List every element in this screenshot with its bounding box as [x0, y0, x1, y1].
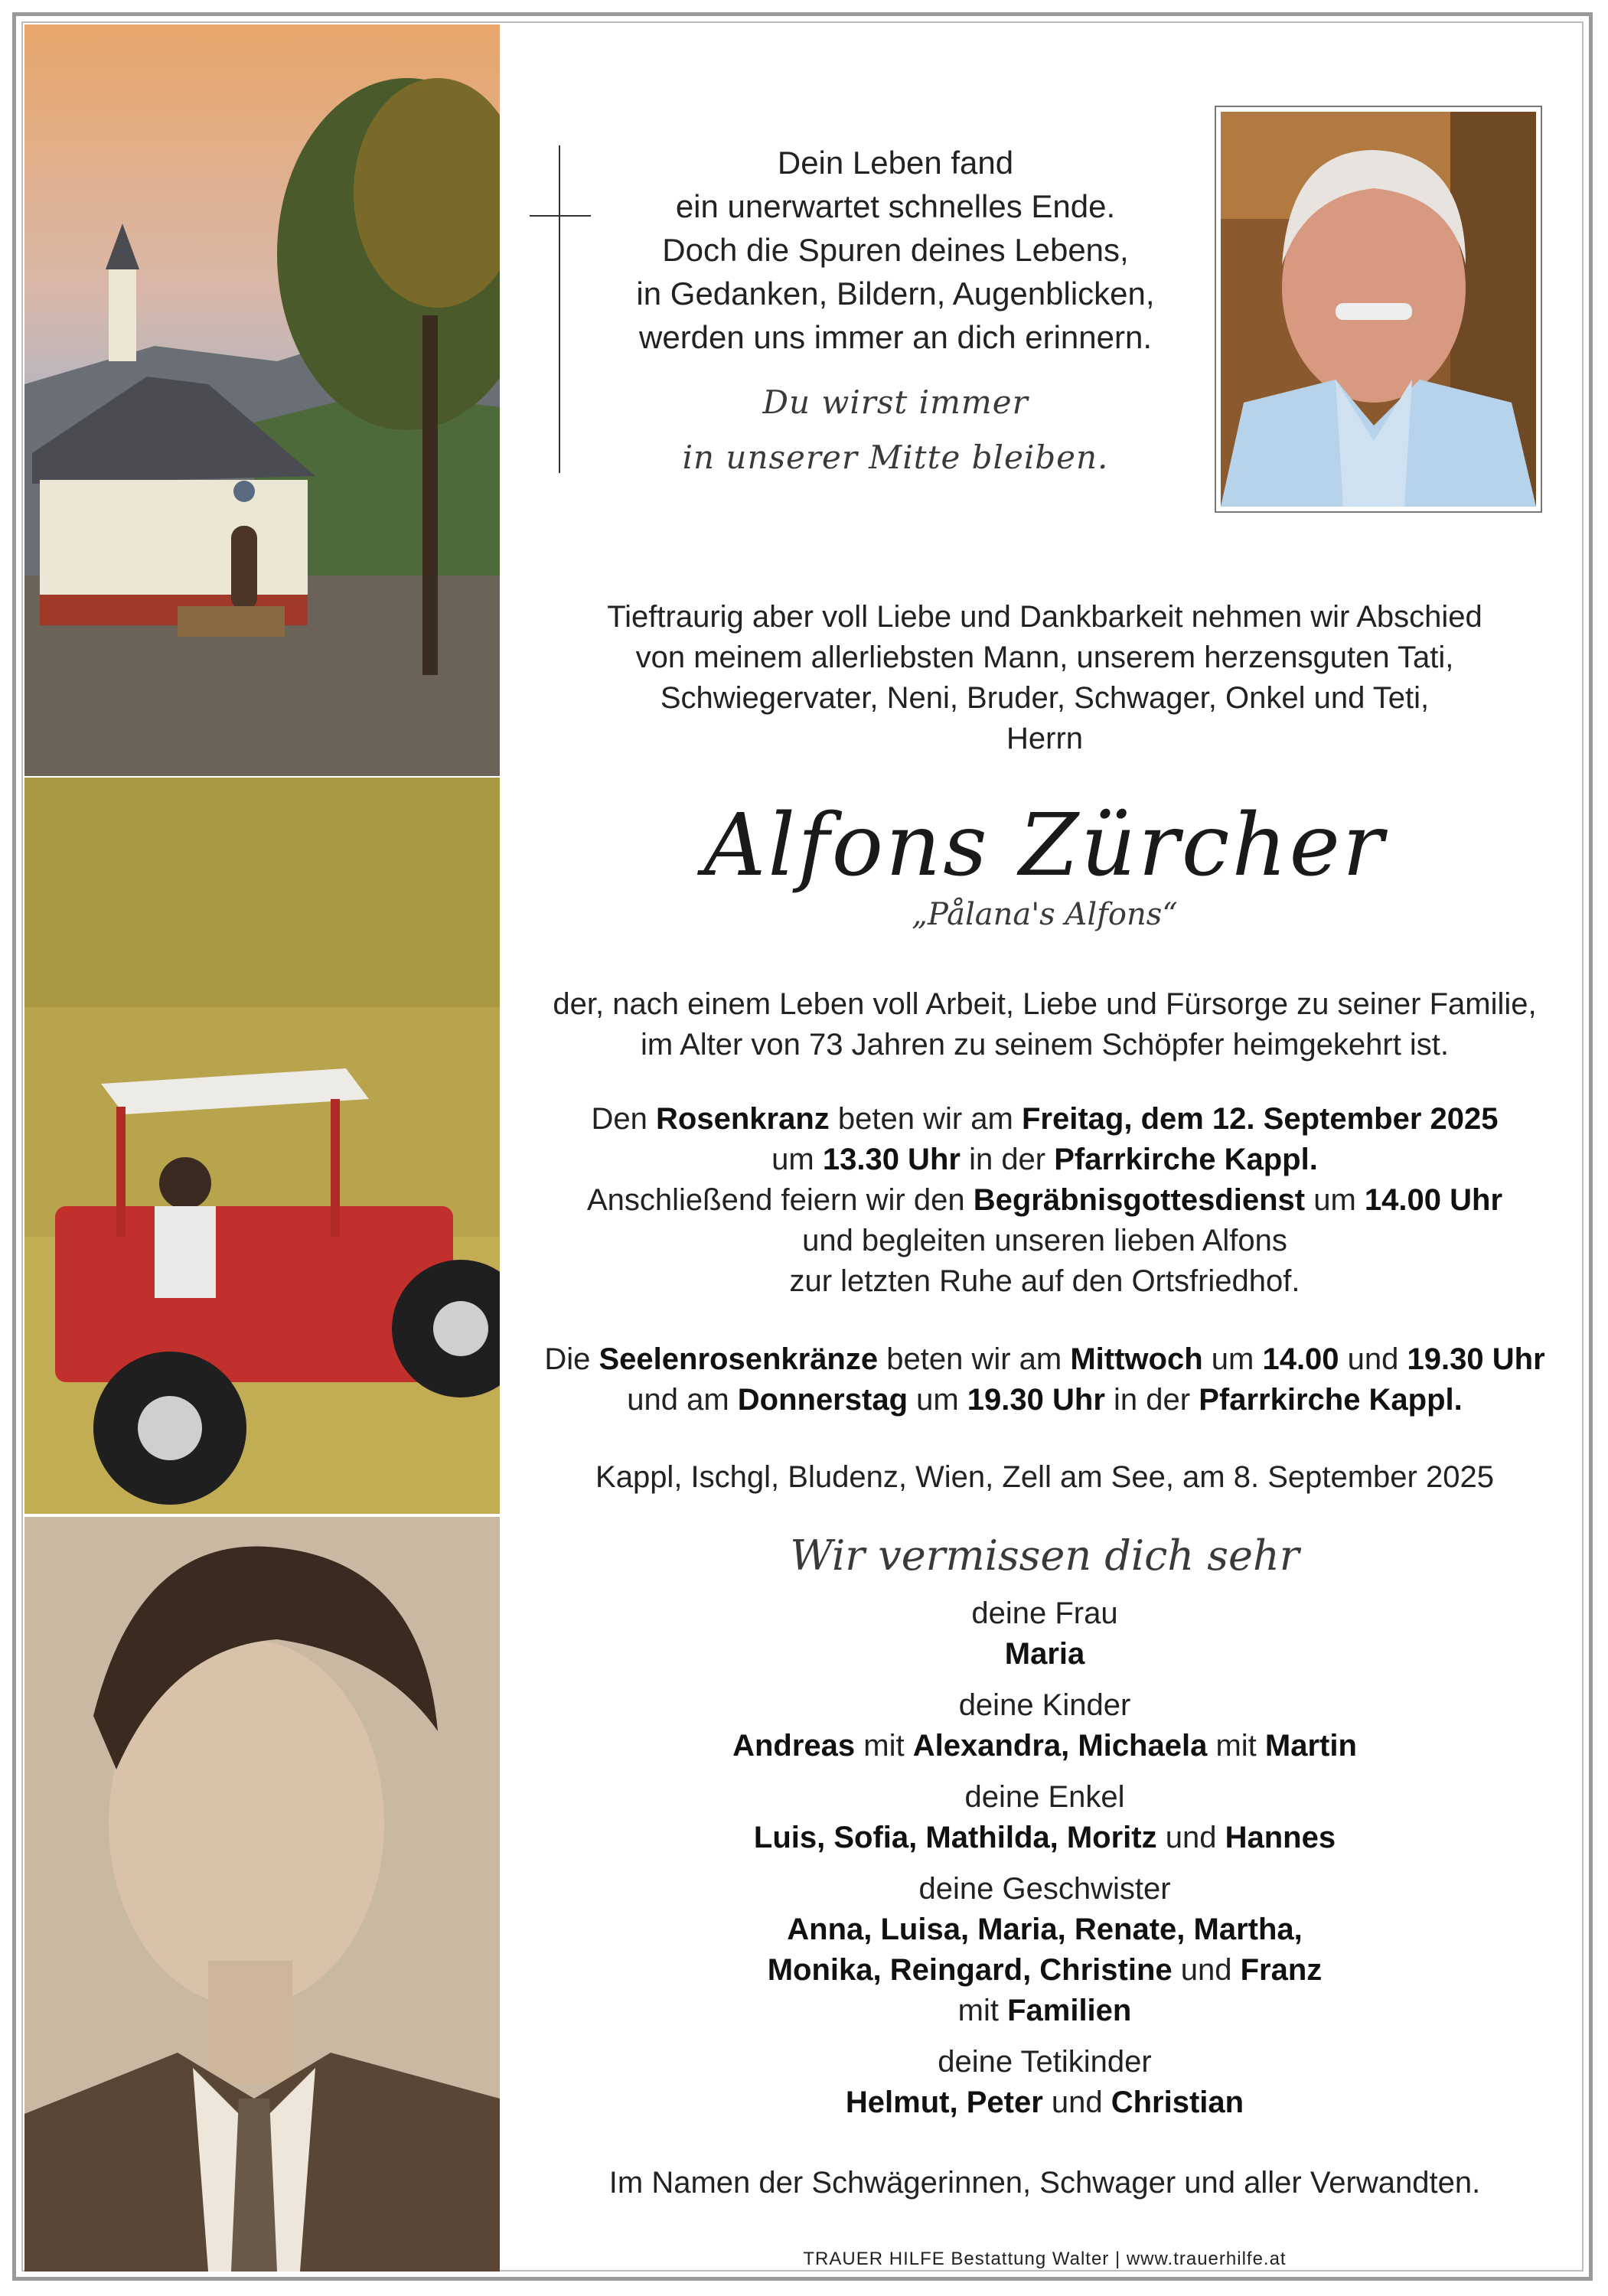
family-label: deine Geschwister — [918, 1872, 1171, 1906]
poem-script-line: in unserer Mitte bleiben. — [682, 439, 1109, 476]
after-line: der, nach einem Leben voll Arbeit, Liebe und Fürsorge zu seiner Familie, — [553, 987, 1537, 1021]
miss-heading: Wir vermissen dich sehr — [790, 1531, 1300, 1580]
deceased-nickname: „Pålana's Alfons“ — [912, 897, 1178, 932]
closing-text: Im Namen der Schwägerinnen, Schwager und aller Verwandten. — [608, 2166, 1481, 2200]
family-names: Andreas mit Alexandra, Michaela mit Martin — [732, 1729, 1357, 1763]
intro-line: Schwiegervater, Neni, Bruder, Schwager, Onkel und Teti, — [660, 681, 1430, 715]
intro-line: Herrn — [1006, 722, 1084, 755]
family-names: Helmut, Peter und Christian — [845, 2086, 1244, 2119]
poem-line: ein unerwartet schnelles Ende. — [675, 188, 1116, 224]
event-line: um 13.30 Uhr in der Pfarrkirche Kappl. — [771, 1143, 1318, 1176]
family-names: Anna, Luisa, Maria, Renate, Martha, — [787, 1913, 1303, 1946]
footer-credit: TRAUER HILFE Bestattung Walter | www.trauerhilfe.at — [803, 2249, 1287, 2269]
family-label: deine Enkel — [964, 1780, 1125, 1814]
intro-line: von meinem allerliebsten Mann, unserem herzensguten Tati, — [635, 641, 1454, 674]
event-line: und begleiten unseren lieben Alfons — [802, 1224, 1287, 1257]
cross-icon — [559, 145, 560, 473]
seelen-events — [505, 1339, 1584, 1420]
poem-script-line: Du wirst immer — [762, 383, 1029, 421]
event-line: Den Rosenkranz beten wir am Freitag, dem 12. September 2025 — [591, 1102, 1499, 1136]
youth-portrait-photo — [24, 1517, 500, 2272]
family-names: Monika, Reingard, Christine und Franz — [767, 1953, 1323, 1987]
place-date: Kappl, Ischgl, Bludenz, Wien, Zell am See, am 8. September 2025 — [595, 1460, 1494, 1494]
poem-line: Dein Leben fand — [777, 145, 1014, 181]
poem-line: werden uns immer an dich erinnern. — [639, 319, 1152, 355]
family-names: Maria — [1004, 1637, 1085, 1671]
deceased-portrait — [1215, 106, 1542, 513]
funeral-events — [505, 1099, 1584, 1302]
after-line: im Alter von 73 Jahren zu seinem Schöpfer heimgekehrt ist. — [640, 1028, 1450, 1062]
intro-line: Tieftraurig aber voll Liebe und Dankbarkeit nehmen wir Abschied — [607, 600, 1482, 634]
tractor-photo — [24, 778, 500, 1514]
deceased-name: Alfons Zürcher — [703, 796, 1386, 895]
family-label: deine Tetikinder — [938, 2045, 1152, 2079]
seelen-line: und am Donnerstag um 19.30 Uhr in der Pfarrkirche Kappl. — [627, 1383, 1463, 1417]
event-line: zur letzten Ruhe auf den Ortsfriedhof. — [789, 1264, 1300, 1298]
intro-text — [505, 597, 1584, 759]
family-list — [505, 1593, 1584, 2123]
after-name-text — [505, 984, 1584, 1065]
poem — [582, 141, 1209, 359]
chapel-photo — [24, 24, 500, 776]
family-label: deine Kinder — [958, 1688, 1131, 1722]
poem-script — [582, 375, 1209, 485]
family-names: Luis, Sofia, Mathilda, Moritz und Hannes — [753, 1821, 1336, 1854]
event-line: Anschließend feiern wir den Begräbnisgottesdienst um 14.00 Uhr — [586, 1183, 1503, 1217]
family-names: mit Familien — [957, 1994, 1132, 2027]
family-label: deine Frau — [971, 1596, 1118, 1630]
seelen-line: Die Seelenrosenkränze beten wir am Mittwoch um 14.00 und 19.30 Uhr — [544, 1342, 1545, 1376]
poem-line: in Gedanken, Bildern, Augenblicken, — [636, 276, 1155, 311]
poem-line: Doch die Spuren deines Lebens, — [662, 232, 1129, 268]
